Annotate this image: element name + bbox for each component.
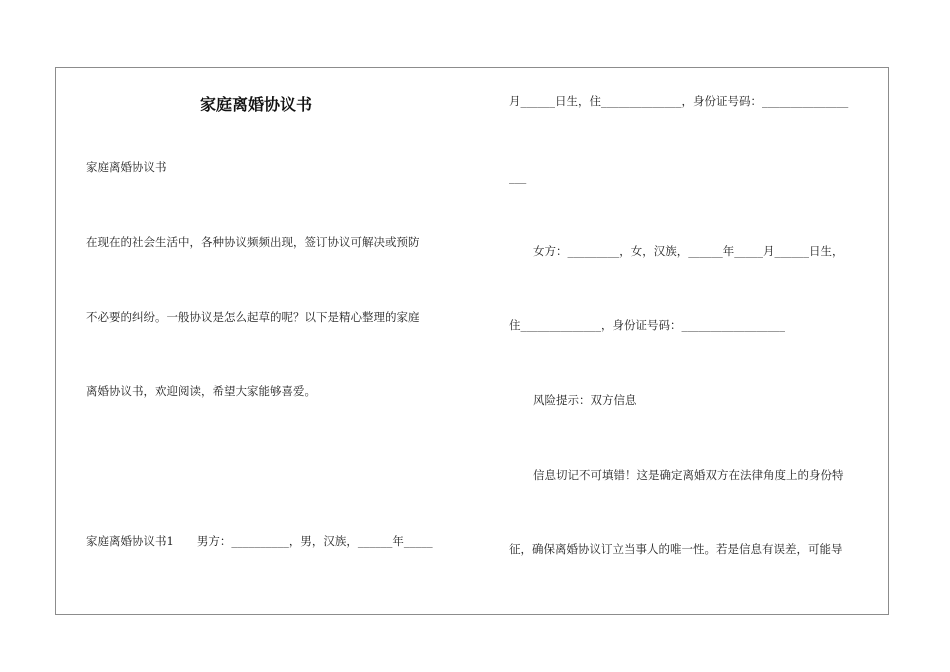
right-line-1: 月______日生，住______________，身份证号码：_______________: [509, 94, 849, 108]
intro-line-2: 不必要的纠纷。一般协议是怎么起草的呢？以下是精心整理的家庭: [86, 310, 420, 324]
intro-line-1: 在现在的社会生活中，各种协议频频出现，签订协议可解决或预防: [86, 235, 420, 249]
right-line-4: 住______________，身份证号码：__________________: [509, 318, 785, 332]
risk-line-2: 征，确保离婚协议订立当事人的唯一性。若是信息有误差，可能导: [509, 542, 843, 556]
page-border: [55, 67, 889, 615]
left-subtitle: 家庭离婚协议书: [86, 160, 167, 174]
female-party-line: 女方：_________，女，汉族，______年_____月______日生，: [533, 244, 844, 258]
right-line-2: ___: [509, 170, 527, 184]
risk-line-1: 信息切记不可填错！这是确定离婚双方在法律角度上的身份特: [533, 468, 844, 482]
risk-heading: 风险提示：双方信息: [533, 393, 637, 407]
intro-line-3: 离婚协议书，欢迎阅读，希望大家能够喜爱。: [86, 384, 316, 398]
male-party-line: 家庭离婚协议书1 男方：__________，男，汉族，______年_____: [86, 534, 433, 548]
document-title: 家庭离婚协议书: [200, 95, 313, 114]
